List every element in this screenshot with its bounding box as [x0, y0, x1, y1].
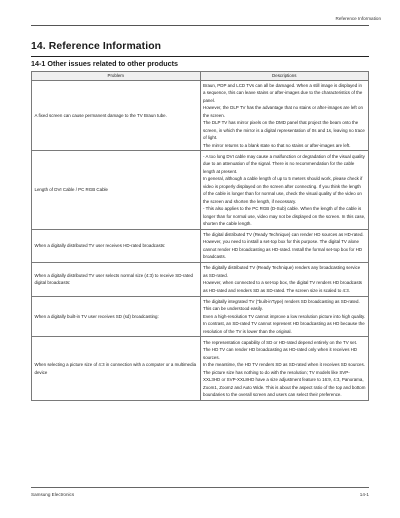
problem-column-header: Problem	[32, 72, 201, 81]
table-row	[32, 229, 369, 262]
table-row	[32, 337, 369, 400]
section-title-rule	[31, 56, 369, 57]
description-cell: - A too long DVI cable may cause a malfunction or degradation of the visual quality due to an attenuation of the signal. There is no recommendation for the cable length at present. In general, although a cable length of up to 5 meters should work, please check if video is properly displayed on the screen after connecting. If you think the length of the cable is longer than for normal use, check the visual quality of the video on the screen and shorten the length, if necessary. - This also applies to the PC RGB (D-Sub) cable. When the length of the cable is longer than for normal use, video may not be displayed on the screen. In this case, shorten the cable length.	[200, 151, 369, 229]
footer-publisher: Samsung Electronics	[31, 492, 75, 497]
reference-table	[31, 71, 369, 401]
description-cell: The digitally distributed TV (Ready Technique) renders any broadcasting service as SD-rated. However, when connected to a set-top box, the digital TV renders HD broadcasts as HD-rated and renders SD as SD-rated. The screen size is scaled to 4:3.	[200, 263, 369, 296]
problem-cell: A fixed screen can cause permanent damage to the TV Braun tube.	[32, 80, 201, 151]
problem-cell: When selecting a picture size of 4:3 in connection with a computer or a multimedia device	[32, 337, 201, 400]
footer-rule	[31, 487, 369, 488]
table-row	[32, 296, 369, 337]
running-head: Reference Information	[335, 16, 381, 21]
table-header-row	[32, 72, 369, 81]
section-title: 14. Reference Information	[31, 41, 162, 52]
description-cell: Braun, PDP and LCD TVs can all be damaged. When a still image is displayed in a sequence, this can leave stains or after-images due to the characteristics of the panel. However, the DLP TV has the advantage that no stains or after-images are left on the screen. The DLP TV has mirror pixels on the DMD panel that project the beam onto the screen, in which the mirror is a digital representation of 0s and 1s, leaving no trace of light. The mirror returns to a blank state so that no stains or after-images are left.	[200, 80, 369, 151]
description-column-header: Descriptions	[200, 72, 369, 81]
description-cell: The digital distributed TV (Ready Technique) can render HD sources as HD-rated. However, you need to install a set-top box for this purpose. The digital TV alone cannot render HD broadcasting as HD-rated. Install the formal set-top box for HD broadcasts.	[200, 229, 369, 262]
description-cell: The representation capability of SD or HD-rated depend entirely on the TV set. The HD TV can render HD broadcasting as HD-rated only when it receives HD sources. In the meantime, the HD TV renders SD as SD-rated when it receives SD sources. The picture size has nothing to do with the resolution; TV models like SVP-XXL3HD or SVP-XXL8HD have a size adjustment feature to 16:9, 4:3, Panorama, Zoom1, Zoom2 and Auto Wide. This is about the aspect ratio of the top and bottom boundaries to the overall screen and users can select their preference.	[200, 337, 369, 400]
problem-cell: When a digitally built-in TV user receives SD (sd) broadcasting:	[32, 296, 201, 337]
subsection-title: 14-1 Other issues related to other products	[31, 59, 178, 68]
problem-cell: When a digitally distributed TV user receives HD-rated broadcasts:	[32, 229, 201, 262]
table-row	[32, 151, 369, 229]
problem-cell: Length of DVI Cable / PC RGB Cable	[32, 151, 201, 229]
table-row	[32, 80, 369, 151]
description-cell: The digitally integrated TV ("built-in"type) renders SD broadcasting as SD-rated. This can be understood easily. Even a high-resolution TV cannot improve a low resolution picture into high quality. In contrast, an SD-rated TV cannot represent HD broadcasting as HD because the resolution of the TV is lower than the original.	[200, 296, 369, 337]
table-row	[32, 263, 369, 296]
problem-cell: When a digitally distributed TV user selects normal size (4:3) to receive SD-rated digital broadcasts:	[32, 263, 201, 296]
header-rule	[31, 25, 369, 26]
page-number: 14-1	[359, 492, 369, 497]
